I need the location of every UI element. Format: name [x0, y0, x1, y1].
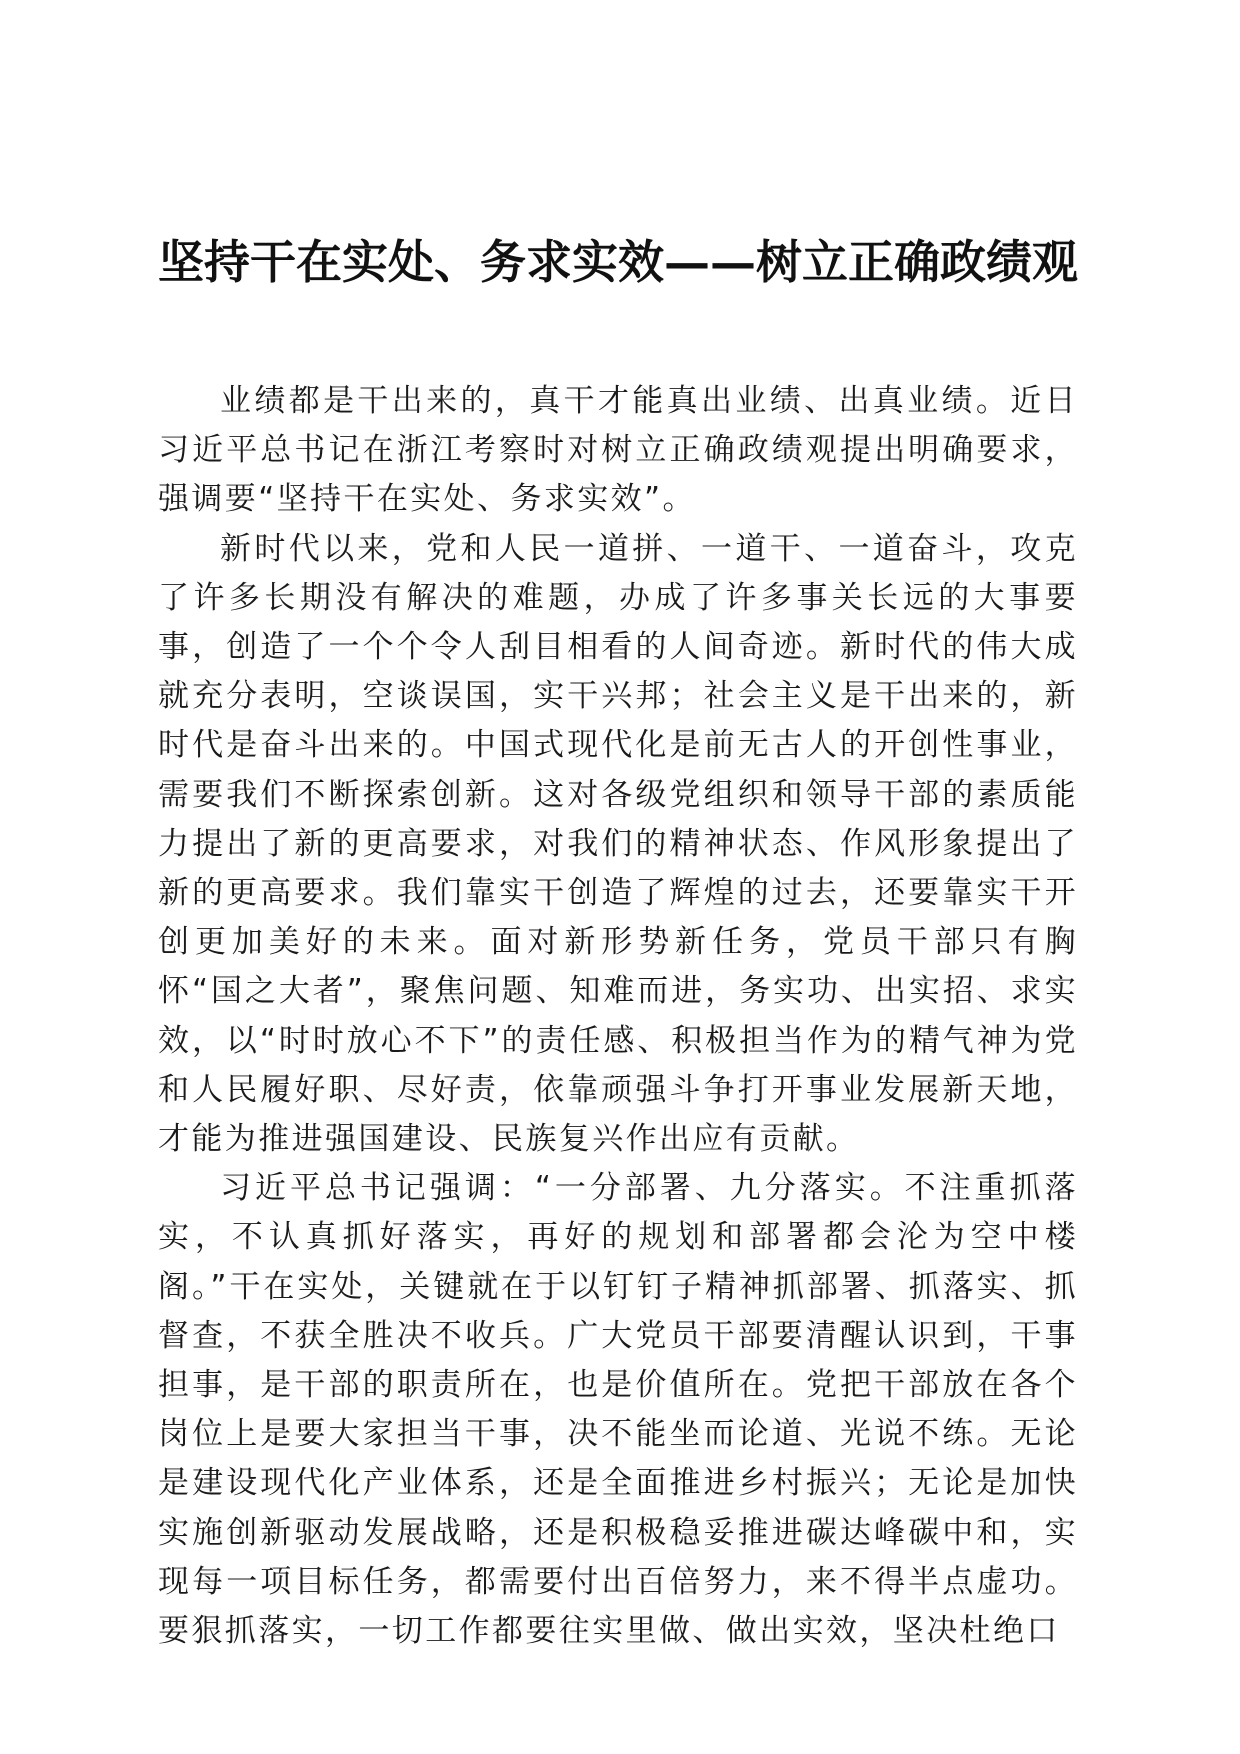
paragraph-1: 业绩都是干出来的，真干才能真出业绩、出真业绩。近日习近平总书记在浙江考察时对树立正确政绩观提出明确要求，强调要“坚持干在实处、务求实效”。	[158, 383, 1078, 518]
document-body	[158, 377, 1078, 1656]
document-title: 坚持干在实处、务求实效——树立正确政绩观	[158, 235, 1078, 289]
paragraph-2: 新时代以来，党和人民一道拼、一道干、一道奋斗，攻克了许多长期没有解决的难题，办成了许多事关长远的大事要事，创造了一个个令人刮目相看的人间奇迹。新时代的伟大成就充分表明，空谈误国，实干兴邦；社会主义是干出来的，新时代是奋斗出来的。中国式现代化是前无古人的开创性事业，需要我们不断探索创新。这对各级党组织和领导干部的素质能力提出了新的更高要求，对我们的精神状态、作风形象提出了新的更高要求。我们靠实干创造了辉煌的过去，还要靠实干开创更加美好的未来。面对新形势新任务，党员干部只有胸怀“国之大者”，聚焦问题、知难而进，务实功、出实招、求实效，以“时时放心不下”的责任感、积极担当作为的精气神为党和人民履好职、尽好责，依靠顽强斗争打开事业发展新天地，才能为推进强国建设、民族复兴作出应有贡献。	[158, 530, 1078, 1158]
paragraph-3: 习近平总书记强调：“一分部署、九分落实。不注重抓落实，不认真抓好落实，再好的规划和部署都会沦为空中楼阁。”干在实处，关键就在于以钉钉子精神抓部署、抓落实、抓督查，不获全胜决不收兵。广大党员干部要清醒认识到，干事担事，是干部的职责所在，也是价值所在。党把干部放在各个岗位上是要大家担当干事，决不能坐而论道、光说不练。无论是建设现代化产业体系，还是全面推进乡村振兴；无论是加快实施创新驱动发展战略，还是积极稳妥推进碳达峰碳中和，实现每一项目标任务，都需要付出百倍努力，来不得半点虚功。要狠抓落实，一切工作都要往实里做、做出实效，坚决杜绝口	[158, 1170, 1078, 1650]
